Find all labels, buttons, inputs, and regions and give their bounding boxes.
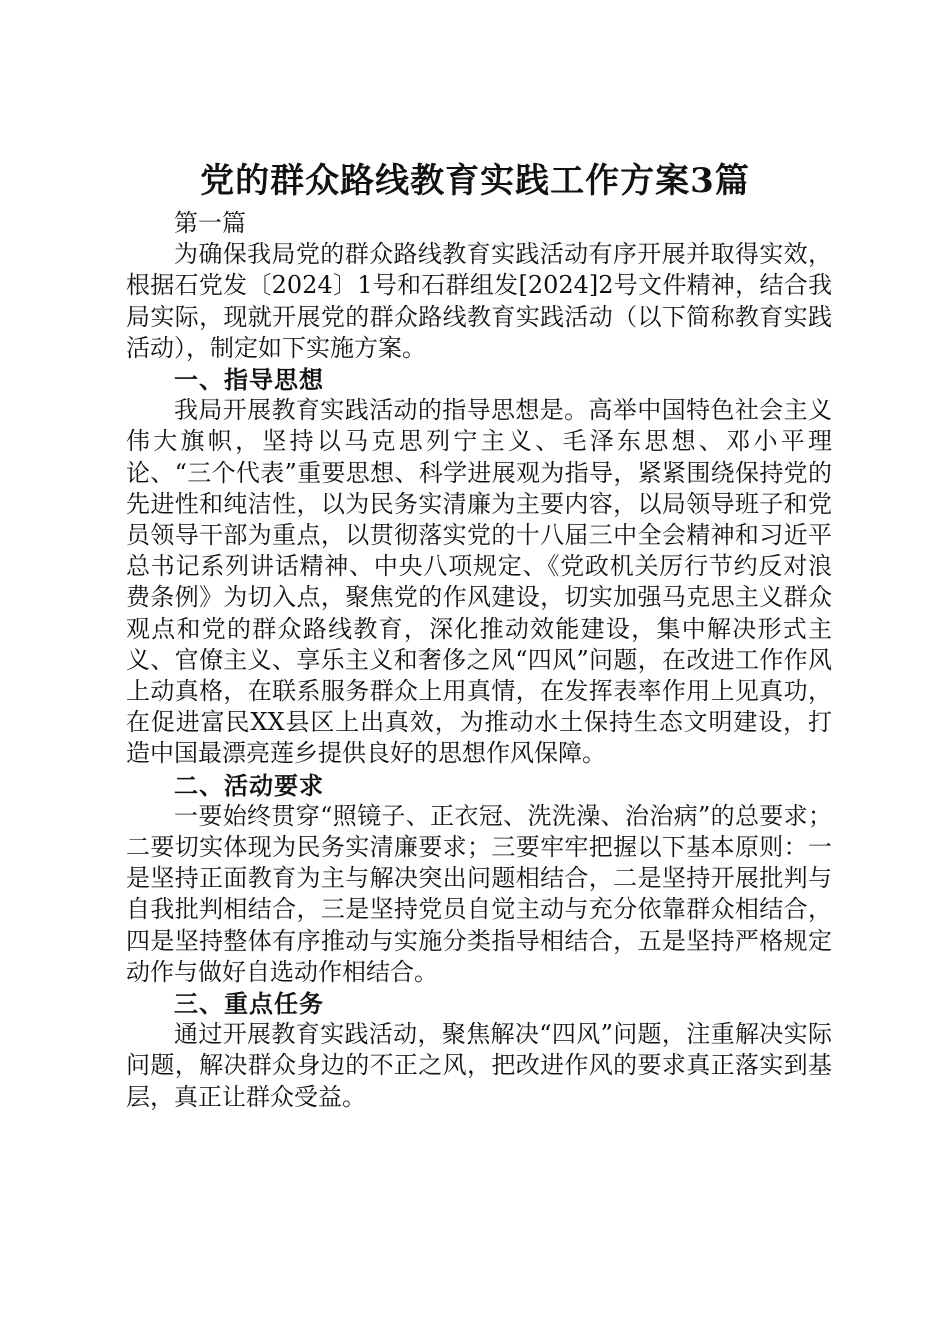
heading-guiding-ideology: 一、指导思想	[174, 365, 324, 395]
heading-activity-requirements: 二、活动要求	[174, 770, 324, 800]
guiding-ideology-paragraph: 我局开展教育实践活动的指导思想是。高举中国特色社会主义伟大旗帜，坚持以马克思列宁主义、毛泽东思想、邓小平理论、“三个代表”重要思想、科学进展观为指导，紧紧围绕保持党的先进性和纯洁性，以为民务实清廉为主要内容，以局领导班子和党员领导干部为重点，以贯彻落实党的十八届三中全会精神和习近平总书记系列讲话精神、中央八项规定、《党政机关厉行节约反对浪费条例》为切入点，聚焦党的作风建设，切实加强马克思主义群众观点和党的群众路线教育，深化推动效能建设，集中解决形式主义、官僚主义、享乐主义和奢侈之风“四风”问题，在改进工作作风上动真格，在联系服务群众上用真情，在发挥表率作用上见真功，在促进富民XX县区上出真效，为推动水土保持生态文明建设，打造中国最漂亮莲乡提供良好的思想作风保障。	[126, 396, 832, 768]
activity-requirements-paragraph: 一要始终贯穿“照镜子、正衣冠、洗洗澡、治治病”的总要求；二要切实体现为民务实清廉要求；三要牢牢把握以下基本原则：一是坚持正面教育为主与解决突出问题相结合，二是坚持开展批判与自我批判相结合，三是坚持党员自觉主动与充分依靠群众相结合，四是坚持整体有序推动与实施分类指导相结合，五是坚持严格规定动作与做好自选动作相结合。	[126, 801, 832, 986]
heading-key-tasks: 三、重点任务	[174, 989, 324, 1019]
section-label: 第一篇	[174, 209, 246, 237]
intro-paragraph: 为确保我局党的群众路线教育实践活动有序开展并取得实效，根据石党发〔2024〕1号和石群组发[2024]2号文件精神，结合我局实际，现就开展党的群众路线教育实践活动（以下简称教育实践活动），制定如下实施方案。	[126, 240, 832, 362]
key-tasks-paragraph: 通过开展教育实践活动，聚焦解决“四风”问题，注重解决实际问题，解决群众身边的不正之风，把改进作风的要求真正落实到基层，真正让群众受益。	[126, 1020, 832, 1111]
document-body	[126, 208, 832, 1113]
document-title: 党的群众路线教育实践工作方案3篇	[200, 161, 750, 201]
